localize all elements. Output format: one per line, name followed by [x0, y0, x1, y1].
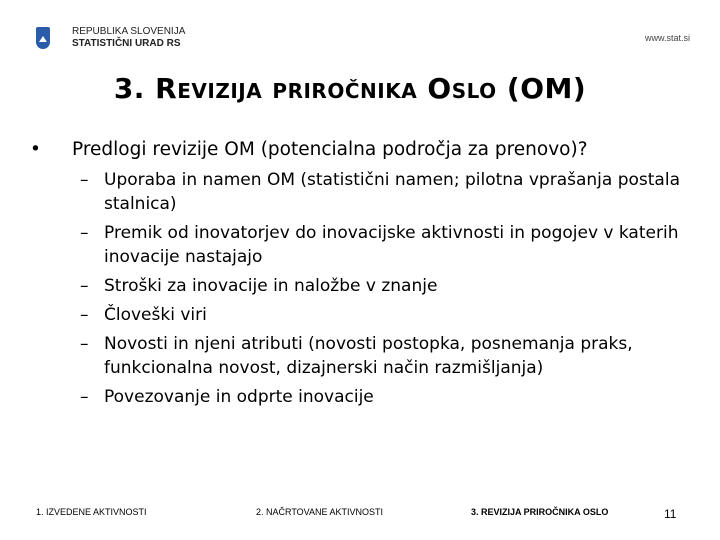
- sub-bullet: [30, 385, 680, 409]
- footer-nav-1[interactable]: 1. IZVEDENE AKTIVNOSTI: [36, 507, 147, 517]
- slide-title: [0, 72, 720, 105]
- bullet-main: [30, 138, 680, 162]
- slide-title-text: 3. Revizija priročnika Oslo (OM): [113, 72, 587, 105]
- sub-bullet: [30, 303, 680, 327]
- bullet-text: Predlogi revizije OM (potencialna področja za prenovo)?: [72, 139, 588, 160]
- sub-bullet: [30, 332, 680, 380]
- sub-bullet-text: Stroški za inovacije in naložbe v znanje: [104, 276, 438, 296]
- dash-marker: –: [80, 387, 89, 407]
- org-logo: [36, 26, 185, 50]
- sub-bullet-text: Človeški viri: [104, 305, 207, 325]
- dash-marker: –: [80, 334, 89, 354]
- page-number: 11: [664, 507, 677, 521]
- org-name: REPUBLIKA SLOVENIJA: [72, 26, 186, 37]
- sub-bullet-text: Povezovanje in odprte inovacije: [104, 387, 374, 407]
- dash-marker: –: [80, 305, 89, 325]
- dash-marker: –: [80, 170, 89, 190]
- slide-content: [30, 138, 680, 414]
- footer-nav-2[interactable]: 2. NAČRTOVANE AKTIVNOSTI: [256, 507, 384, 517]
- sub-bullet-text: Uporaba in namen OM (statistični namen; pilotna vprašanja postala stalnica): [104, 170, 680, 214]
- website-link[interactable]: www.stat.si: [644, 33, 690, 43]
- sub-bullet-text: Novosti in njeni atributi (novosti postopka, posnemanja praks, funkcionalna novost, dizajnerski način razmišljanja): [104, 334, 633, 378]
- sub-bullet: [30, 168, 680, 216]
- sub-bullet: [30, 274, 680, 298]
- dash-marker: –: [80, 276, 89, 296]
- footer-nav-3-active[interactable]: 3. REVIZIJA PRIROČNIKA OSLO: [471, 507, 609, 517]
- dash-marker: –: [80, 223, 89, 243]
- org-subname: STATISTIČNI URAD RS: [72, 38, 181, 49]
- sub-bullet: [30, 221, 680, 269]
- sub-bullet-text: Premik od inovatorjev do inovacijske aktivnosti in pogojev v katerih inovacije nastajajo: [104, 223, 679, 267]
- bullet-marker: •: [30, 139, 41, 160]
- coat-of-arms-icon: [36, 27, 50, 49]
